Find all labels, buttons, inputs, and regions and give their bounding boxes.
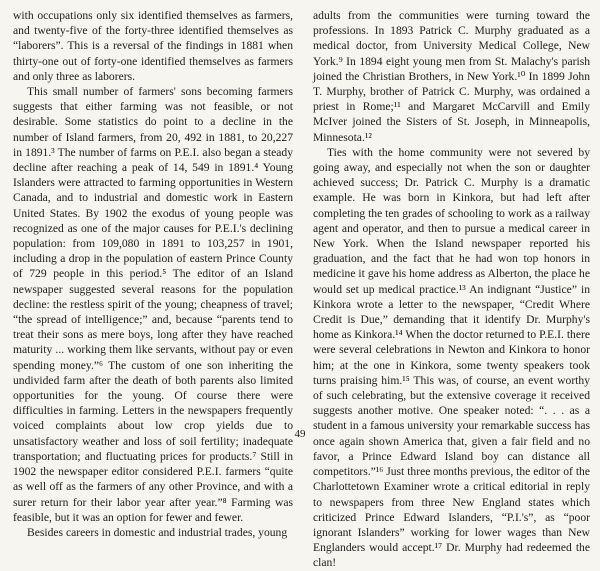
left-column bbox=[13, 8, 293, 540]
paragraph: adults from the communities were turning toward the professions. In 1893 Patrick C. Murphy graduated as a medical doctor, from University Medical College, New York.⁹ In 1894 eight young men from St. Malachy's parish joined the Christian Brothers, in New York.¹⁰ In 1899 John T. Murphy, brother of Patrick C. Murphy, was ordained a priest in Rome;¹¹ and Margaret McCarvill and Emily McIver joined the Sisters of St. Joseph, in Minneapolis, Minnesota.¹² bbox=[313, 9, 590, 144]
paragraph: This small number of farmers' sons becoming farmers suggests that either farming was not feasible, or not desirable. Some statistics do point to a decline in the number of Island farmers, from 20, 492 in 1881, to 20,227 in 1891.³ The number of farms on P.E.I. also began a steady decline after reaching a peak of 14, 549 in 1891.⁴ Young Islanders were attracted to farming opportunities in Western Canada, and to industrial and domestic work in Eastern United States. By 1902 the exodus of young people was recognized as one of the major causes for P.E.I.'s declining population: from 109,080 in 1891 to 103,257 in 1901, including a drop in the population of eastern Prince County of 729 people in this period.⁵ The editor of an Island newspaper suggested several reasons for the population decline: the restless spirit of the young; cheapness of travel; “the spread of intelligence;” and, because “parents tend to treat their sons as mere boys, long after they have reached maturity ... working them like servants, without pay or even spending money.”⁶ The custom of one son inheriting the undivided farm after the death of both parents also limited opportunities for the young. Of course there were difficulties in farming. Letters in the newspapers frequently voiced complaints about low crop yields due to unsatisfactory weather and loss of soil fertility; inadequate transportation; and fluctuating prices for products.⁷ Still in 1902 the newspaper editor considered P.E.I. farmers “quite as well off as the farmers of any other Province, and with a surer return for their labor year after year.”⁸ Farming was feasible, but it was an option for fewer and fewer. bbox=[13, 85, 293, 524]
right-column bbox=[313, 8, 590, 571]
paragraph: with occupations only six identified themselves as farmers, and twenty-five of the forty-three identified themselves as “laborers”. This is a reversal of the findings in 1881 when thirty-one out of forty-one identified themselves as farmers and only three as laborers. bbox=[13, 9, 293, 83]
paragraph: Besides careers in domestic and industrial trades, young bbox=[27, 525, 288, 539]
page-number: 49 bbox=[294, 428, 306, 440]
paragraph: Ties with the home community were not severed by going away, and especially not when the son or daughter achieved success; Dr. Patrick C. Murphy is a dramatic example. He was born in Kinkora, but had left after completing the ten grades of schooling to work as a railway agent and operator, and then to pursue a medical career in New York. When the Island newspaper reported his graduation, and the fact that he had won top honors in medicine it gave his home address as Alberton, the place he would set up medical practice.¹³ An indignant “Justice” in Kinkora wrote a letter to the newspaper, “Credit Where Credit is Due,” demanding that it identify Dr. Murphy's home as Kinkora.¹⁴ When the doctor returned to P.E.I. there were several celebrations in Newton and Kinkora to honor him; at the one in Kinkora, some twenty speakers took turns praising him.¹⁵ This was, of course, an event worthy of such celebrating, but the extensive coverage it received suggests another motive. One speaker noted: “. . . as a student in a famous university your remarkable success has once again shown America that, given a fair field and no favor, a Prince Edward Island boy can distance all competitors.”¹⁶ Just three months previous, the editor of the Charlottetown Examiner wrote a critical editorial in reply to newspapers from three New England states which criticized Prince Edward Islanders, “P.I.'s”, as “poor ignorant Islanders” working for lower wages than New Englanders would accept.¹⁷ Dr. Murphy had redeemed the clan! bbox=[313, 145, 590, 570]
